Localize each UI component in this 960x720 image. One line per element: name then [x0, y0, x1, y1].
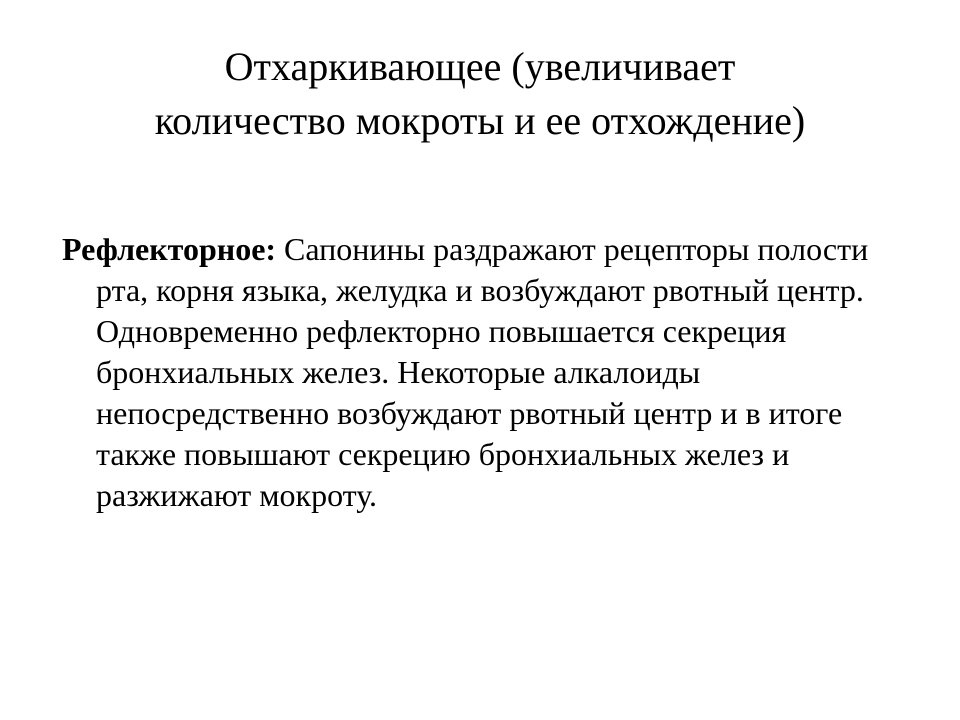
slide-body [62, 229, 892, 516]
slide-title-line-2: количество мокроты и ее отхождение) [154, 98, 806, 143]
slide-title [40, 40, 920, 148]
slide-title-line-1: Отхаркивающее (увеличивает [224, 44, 736, 89]
term-label: Рефлекторное: [62, 231, 277, 267]
body-paragraph [62, 229, 892, 516]
body-text: Сапонины раздражают рецепторы полости рта, корня языка, желудка и возбуждают рвотный центр. Одновременно рефлекторно повышается секреция бронхиальных желез. Некоторые алкалоиды непосредственно возбуждают рвотный центр и в итоге также повышают секрецию бронхиальных желез и разжижают мокроту. [96, 231, 869, 513]
